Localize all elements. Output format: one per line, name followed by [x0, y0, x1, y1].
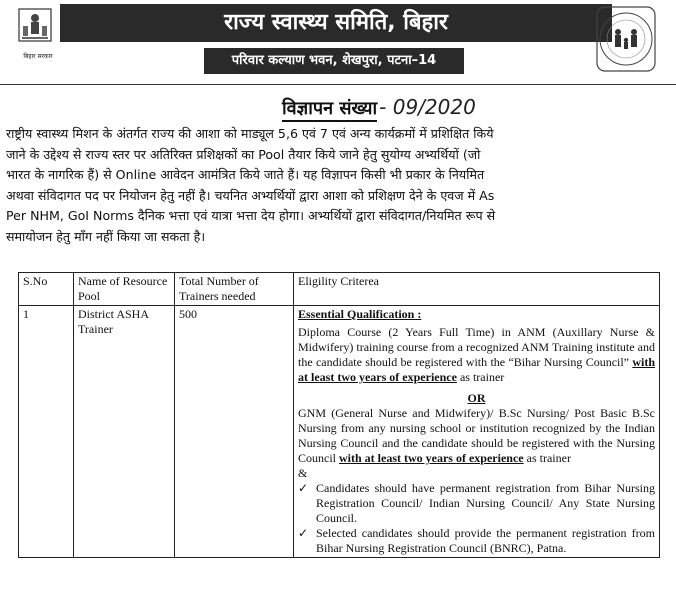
header-subtitle-bar: [204, 48, 464, 74]
paragraph-line: भारत के नागरिक हैं) से Online आवेदन आमंत्रित किये जाते हैं। यह विज्ञापन किसी भी प्रकार के नियमित: [6, 167, 485, 182]
header-sno: S.No: [19, 273, 74, 306]
letterhead: [8, 4, 668, 82]
cell-resource-pool: District ASHA Trainer: [74, 306, 175, 558]
table-row: [19, 306, 660, 558]
family-logo-icon: [596, 6, 656, 72]
check-icon: ✓: [298, 481, 309, 495]
paragraph-line: समायोजन हेतु माँग नहीं किया जा सकता है।: [6, 228, 206, 244]
qualification-anm-text: Diploma Course (2 Years Full Time) in ANM (Auxillary Nurse & Midwifery) training course from a recognized ANM Training institute and the candidate should be registered with the “Bihar Nursing Council”: [298, 325, 655, 369]
experience-requirement: with at least two years of experience: [339, 451, 524, 465]
notice-paragraph: [6, 124, 662, 247]
header-trainers-needed: Total Number of Trainers needed: [175, 273, 294, 306]
cell-eligibility: [294, 306, 660, 558]
experience-requirement: with at least two years of experience: [298, 355, 655, 384]
advertisement-label: विज्ञापन संख्या: [282, 98, 377, 122]
header-subtitle: परिवार कल्याण भवन, शेखपुरा, पटना–14: [231, 53, 437, 68]
paragraph-line: जाने के उद्देश्य से राज्य स्तर पर अतिरिक्त प्रशिक्षकों का Pool तैयार किये जाने हेतु सुयोग्य अभ्यर्थियों (जो: [6, 146, 481, 162]
advertisement-number: [282, 95, 476, 120]
list-item: [298, 481, 655, 526]
paragraph-line: अथवा संविदागत पद पर नियोजन हेतु नहीं है। चयनित अभ्यर्थियों द्वारा आशा को प्रशिक्षण देने के एवज में As: [6, 187, 495, 203]
qualification-gnm-text: GNM (General Nurse and Midwifery)/ B.Sc Nursing/ Post Basic B.Sc Nursing from any nursing school or institution recognized by the Indian Nursing Council and the candidate should be registered with the Nursing Council: [298, 406, 655, 465]
bullet-registration: Candidates should have permanent registration from Bihar Nursing Registration Council/ Indian Nursing Council/ Any State Nursing Council.: [316, 481, 655, 525]
cell-trainers-count: 500: [175, 306, 294, 558]
qualification-anm: [298, 325, 655, 385]
qualification-anm-suffix: as trainer: [459, 370, 505, 384]
header-title-bar: [60, 4, 612, 42]
ampersand: &: [298, 466, 308, 480]
eligibility-table: [18, 272, 660, 558]
header-title: राज्य स्वास्थ्य समिति, बिहार: [224, 10, 448, 35]
qualification-gnm: [298, 406, 655, 466]
cell-sno: 1: [19, 306, 74, 558]
list-item: [298, 526, 655, 556]
paragraph-line: Per NHM, GoI Norms दैनिक भत्ता एवं यात्रा भत्ता देय होगा। अभ्यर्थियों द्वारा संविदागत/नियमित रूप से: [6, 208, 496, 223]
paragraph-line: राष्ट्रीय स्वास्थ्य मिशन के अंतर्गत राज्य की आशा को माड्यूल 5,6 एवं 7 एवं अन्य कार्यक्रमों में प्रशिक्षित किये: [6, 126, 494, 141]
or-separator: OR: [467, 391, 486, 405]
header-eligibility: Eligility Criterea: [294, 273, 660, 306]
header-divider: [0, 84, 676, 85]
essential-qualification-heading: Essential Qualification :: [298, 307, 422, 321]
table-header-row: [19, 273, 660, 306]
check-icon: ✓: [298, 526, 309, 540]
left-logo-caption: बिहार सरकार: [23, 53, 53, 60]
advertisement-value: - 09/2020: [379, 95, 476, 119]
bihar-govt-logo: [18, 8, 58, 66]
bullet-bnrc: Selected candidates should provide the permanent registration from Bihar Nursing Registration Council (BNRC), Patna.: [316, 526, 655, 555]
nrhm-logo: [596, 6, 656, 72]
header-resource-pool: Name of Resource Pool: [74, 273, 175, 306]
qualification-gnm-suffix: as trainer: [526, 451, 571, 465]
emblem-icon: [18, 8, 52, 48]
